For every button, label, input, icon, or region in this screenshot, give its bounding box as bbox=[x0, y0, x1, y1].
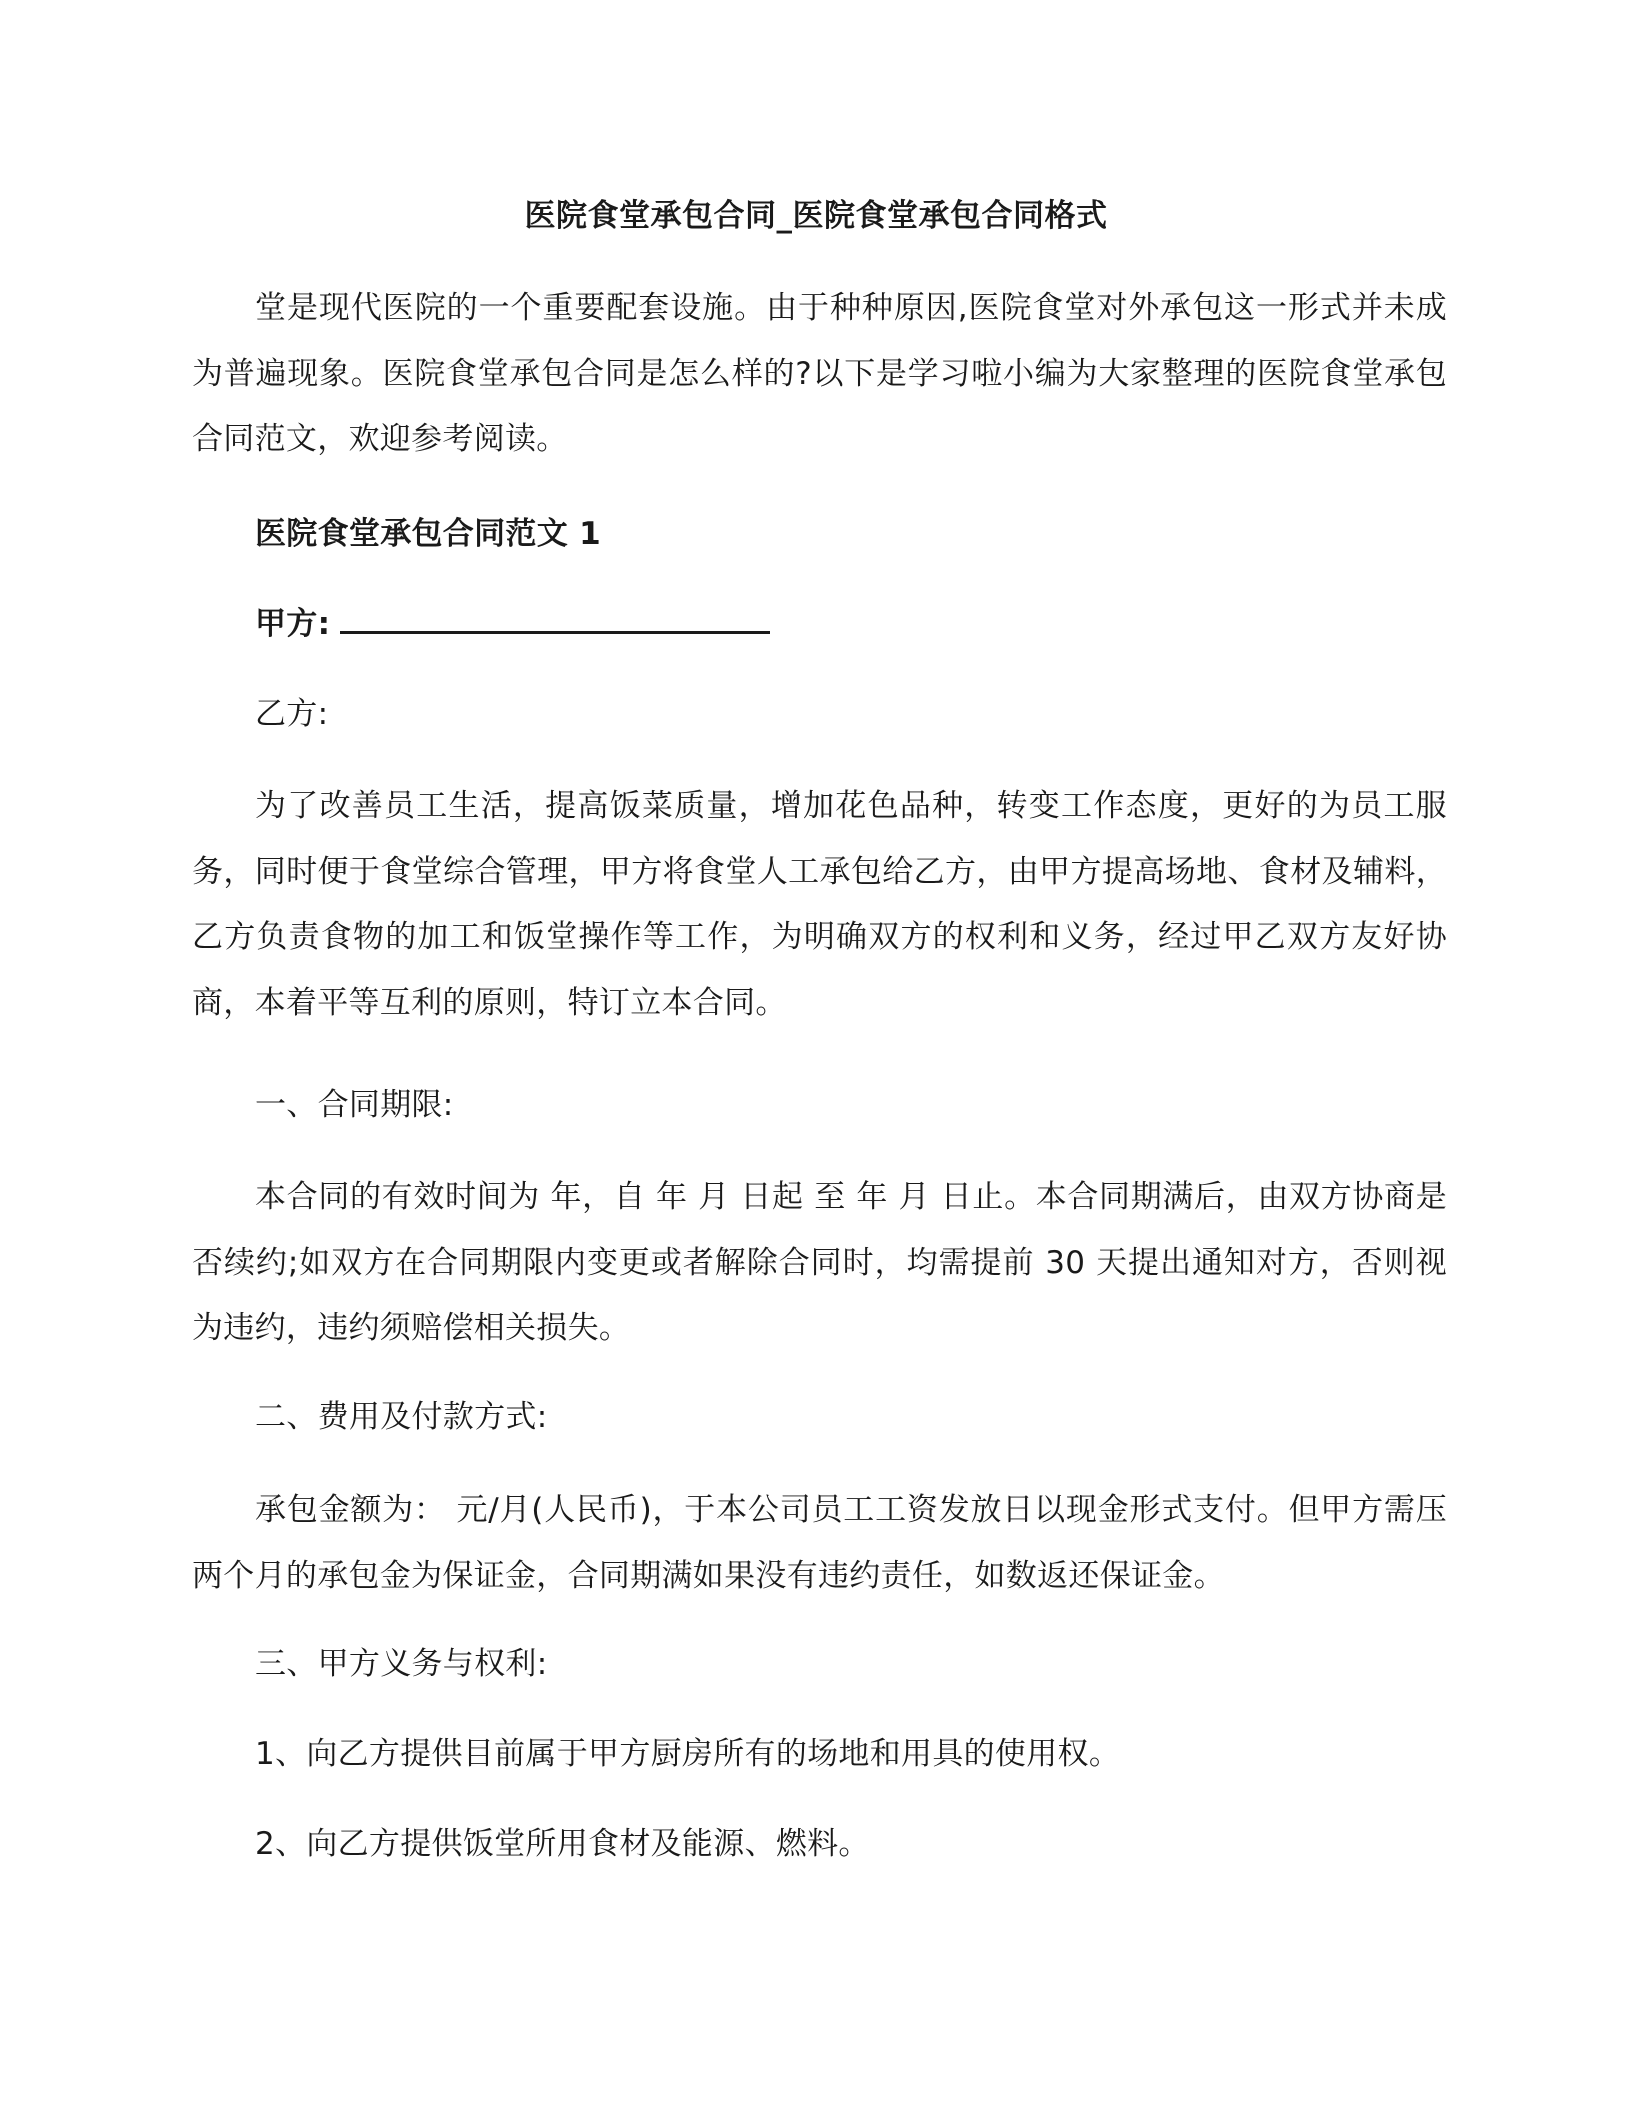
document-title: 医院食堂承包合同_医院食堂承包合同格式 bbox=[524, 198, 1108, 234]
preamble-paragraph: 为了改善员工生活，提高饭菜质量，增加花色品种，转变工作态度，更好的为员工服务，同时便于食堂综合管理，甲方将食堂人工承包给乙方，由甲方提高场地、食材及辅料，乙方负责食物的加工和饭堂操作等工作，为明确双方的权利和义务，经过甲乙双方友好协商，本着平等互利的原则，特订立本合同。 bbox=[192, 788, 1447, 1021]
clause-3-item-2: 2、向乙方提供饭堂所用食材及能源、燃料。 bbox=[255, 1826, 870, 1862]
clause-2-paragraph: 承包金额为： 元/月(人民币)，于本公司员工工资发放日以现金形式支付。但甲方需压两个月的承包金为保证金，合同期满如果没有违约责任，如数返还保证金。 bbox=[192, 1492, 1447, 1594]
party-b-label: 乙方: bbox=[255, 696, 329, 732]
party-a-label: 甲方: bbox=[255, 606, 331, 642]
section-heading: 医院食堂承包合同范文 1 bbox=[255, 516, 601, 552]
intro-paragraph: 堂是现代医院的一个重要配套设施。由于种种原因,医院食堂对外承包这一形式并未成为普遍现象。医院食堂承包合同是怎么样的?以下是学习啦小编为大家整理的医院食堂承包合同范文，欢迎参考阅读。 bbox=[192, 290, 1447, 457]
clause-2-heading: 二、费用及付款方式: bbox=[255, 1399, 548, 1435]
party-a-blank bbox=[340, 605, 770, 634]
party-a-line bbox=[255, 604, 770, 644]
clause-3-item-1: 1、向乙方提供目前属于甲方厨房所有的场地和用具的使用权。 bbox=[255, 1736, 1121, 1772]
clause-1-heading: 一、合同期限: bbox=[255, 1087, 454, 1123]
clause-3-heading: 三、甲方义务与权利: bbox=[255, 1646, 548, 1682]
clause-1-paragraph: 本合同的有效时间为 年，自 年 月 日起 至 年 月 日止。本合同期满后，由双方协商是否续约;如双方在合同期限内变更或者解除合同时，均需提前 30 天提出通知对方，否则视为违约，违约须赔偿相关损失。 bbox=[192, 1179, 1447, 1346]
